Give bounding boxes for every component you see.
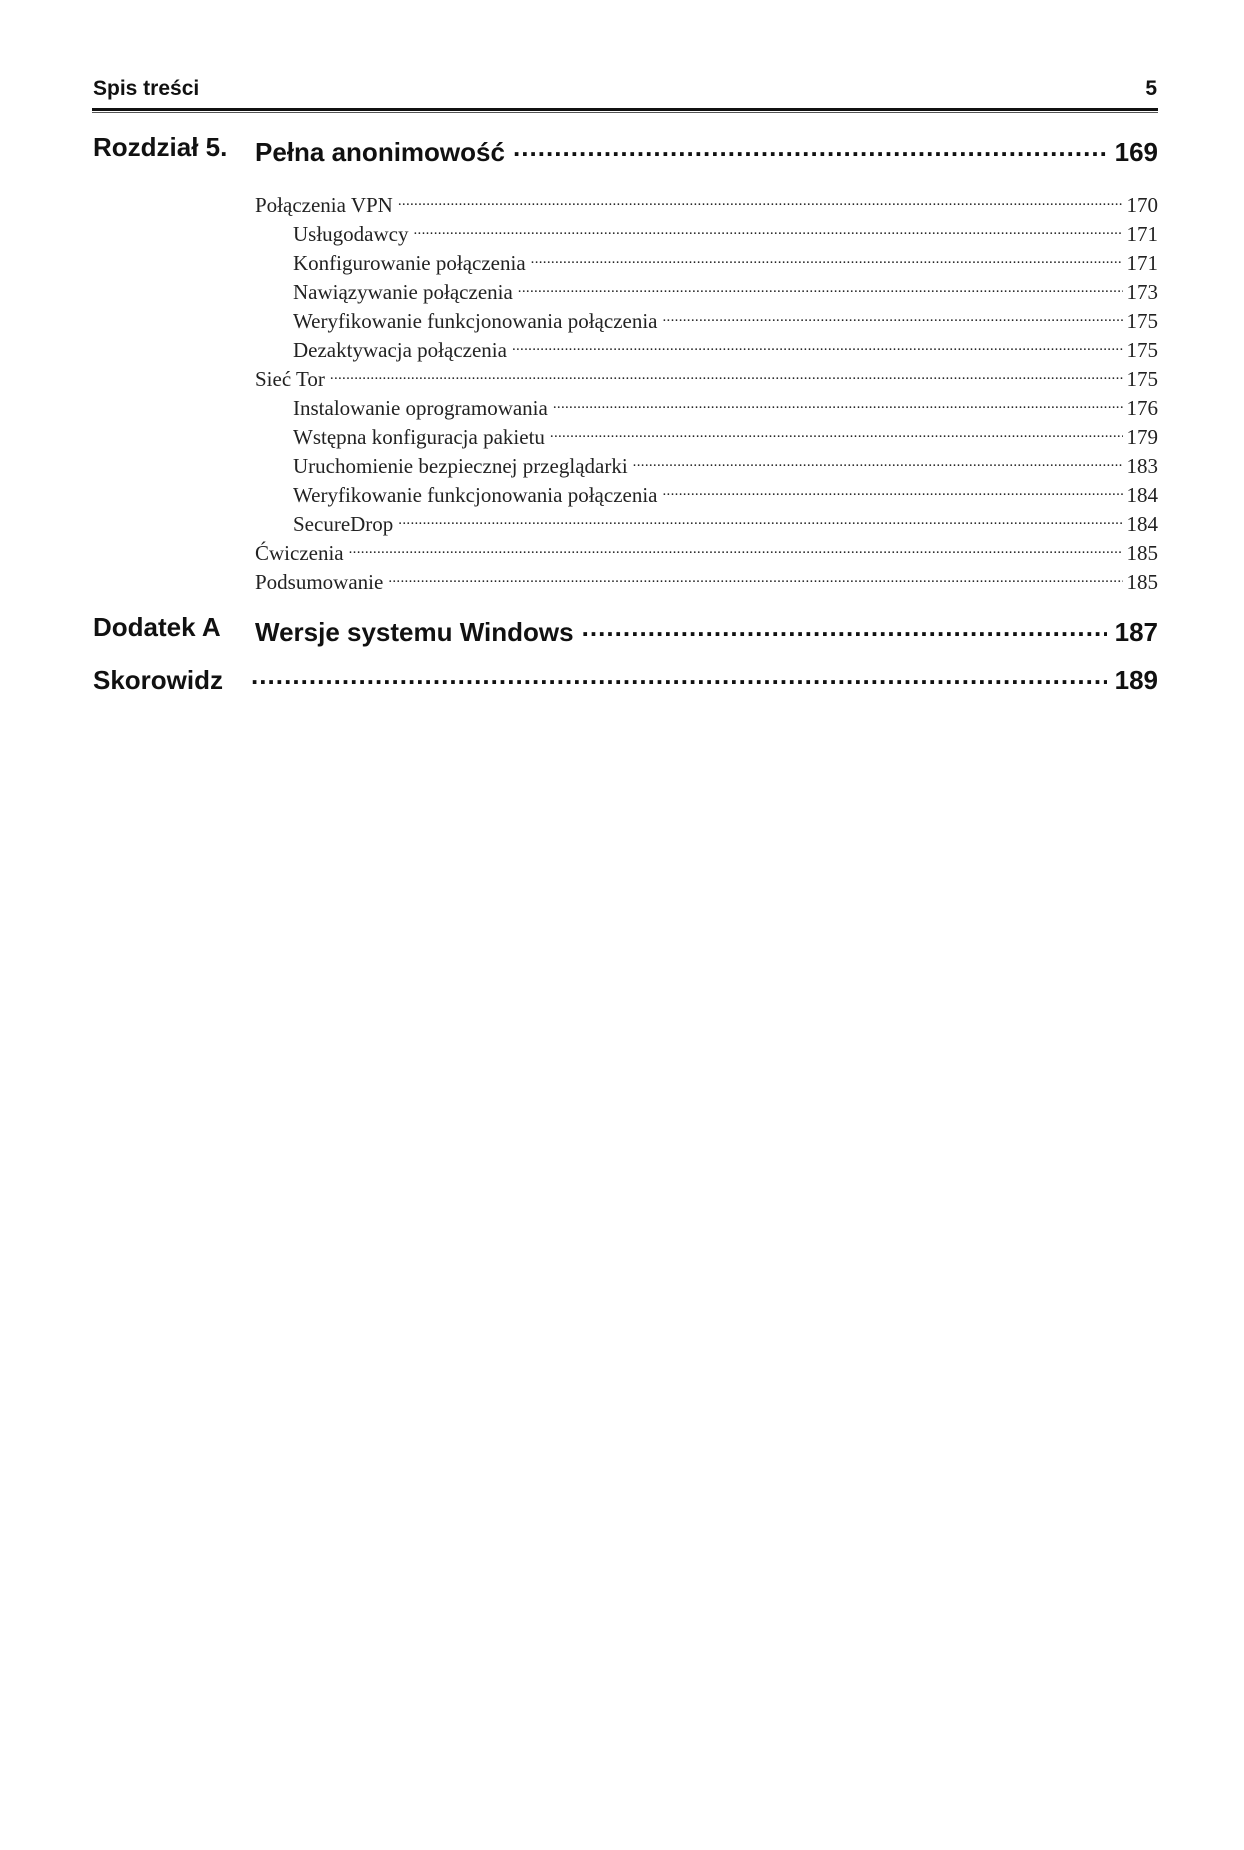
toc-appendix-a [0,610,1244,648]
index-title: Skorowidz [93,663,251,697]
dot-leader [388,564,1122,589]
dot-leader [663,303,1123,328]
header-rule [92,108,1158,111]
toc-sub-entry-title: Sieć Tor [255,365,330,394]
toc-sub-entry-page-number: 175 [1123,307,1159,336]
toc-sub-entry-page-number: 176 [1123,394,1159,423]
toc-sub-entry-page-number: 183 [1123,452,1159,481]
dot-leader [582,610,1107,641]
toc-sub-entry-title: Instalowanie oprogramowania [293,394,553,423]
toc-sub-entry-page-number: 175 [1123,336,1159,365]
appendix-prefix: Dodatek A [93,612,221,642]
toc-sub-entry[interactable] [0,245,1244,274]
toc-sub-entry-title: Weryfikowanie funkcjonowania połączenia [293,481,663,510]
toc-sub-entry[interactable] [0,332,1244,361]
toc-sub-entry[interactable] [0,564,1244,593]
toc-sub-entry-title: Usługodawcy [293,220,413,249]
index-entry [93,658,1158,697]
appendix-page-number: 187 [1107,615,1158,649]
toc-main-entry[interactable] [0,658,1244,696]
toc-sub-entry[interactable] [0,535,1244,564]
toc-sub-entry-page-number: 171 [1123,220,1159,249]
dot-leader [531,245,1123,270]
toc-sub-entry-page-number: 179 [1123,423,1159,452]
toc-chapter-5-subitems [0,187,1244,593]
dot-leader [349,535,1123,560]
dot-leader [550,419,1123,444]
toc-sub-entry-page-number: 184 [1123,510,1159,539]
appendix-title: Wersje systemu Windows [255,615,582,649]
toc-sub-entry-page-number: 173 [1123,278,1159,307]
toc-sub-entry-page-number: 184 [1123,481,1159,510]
toc-sub-entry-title: Weryfikowanie funkcjonowania połączenia [293,307,663,336]
toc-sub-entry-title: SecureDrop [293,510,398,539]
toc-sub-entry-title: Nawiązywanie połączenia [293,278,518,307]
toc-sub-entry-title: Połączenia VPN [255,191,398,220]
chapter-title: Pełna anonimowość [255,135,513,169]
toc-sub-entry-page-number: 175 [1123,365,1159,394]
toc-sub-entry-page-number: 170 [1123,191,1159,220]
header-rule-thin [92,112,1158,113]
toc-sub-entry-page-number: 185 [1123,568,1159,597]
toc-sub-entry-title: Uruchomienie bezpiecznej przeglądarki [293,452,633,481]
dot-leader [518,274,1123,299]
dot-leader [330,361,1123,386]
toc-index [0,658,1244,696]
toc-sub-entry-page-number: 171 [1123,249,1159,278]
dot-leader [512,332,1123,357]
toc-sub-entry-line [255,564,1158,597]
toc-sub-entry-title: Wstępna konfiguracja pakietu [293,423,550,452]
toc-sub-entry[interactable] [0,274,1244,303]
dot-leader [413,216,1122,241]
dot-leader [663,477,1123,502]
toc-sub-entry-title: Konfigurowanie połączenia [293,249,531,278]
chapter-prefix: Rozdział 5. [93,132,228,162]
header-page-number: 5 [1145,77,1157,100]
dot-leader [553,390,1123,415]
header-section-title: Spis treści [93,77,200,100]
dot-leader [633,448,1123,473]
dot-leader [513,130,1107,161]
toc-sub-entry[interactable] [0,506,1244,535]
dot-leader [398,506,1122,531]
chapter-page-number: 169 [1107,135,1158,169]
dot-leader [398,187,1123,212]
toc-sub-entry-title: Podsumowanie [255,568,388,597]
chapter-entry [255,130,1158,169]
index-page-number: 189 [1107,663,1158,697]
toc-sub-entry[interactable] [0,390,1244,419]
toc-sub-entry[interactable] [0,187,1244,216]
toc-sub-entry-title: Ćwiczenia [255,539,349,568]
appendix-entry [255,610,1158,649]
toc-sub-entry[interactable] [0,216,1244,245]
dot-leader [251,658,1107,689]
toc-sub-entry[interactable] [0,448,1244,477]
toc-sub-entry[interactable] [0,303,1244,332]
toc-sub-entry-title: Dezaktywacja połączenia [293,336,512,365]
toc-sub-entry-page-number: 185 [1123,539,1159,568]
toc-sub-entry[interactable] [0,361,1244,390]
toc-chapter-5 [0,130,1244,168]
toc-sub-entry[interactable] [0,477,1244,506]
toc-sub-entry[interactable] [0,419,1244,448]
toc-main-entry[interactable] [0,130,1244,168]
toc-main-entry[interactable] [0,610,1244,648]
running-header [93,74,1157,108]
